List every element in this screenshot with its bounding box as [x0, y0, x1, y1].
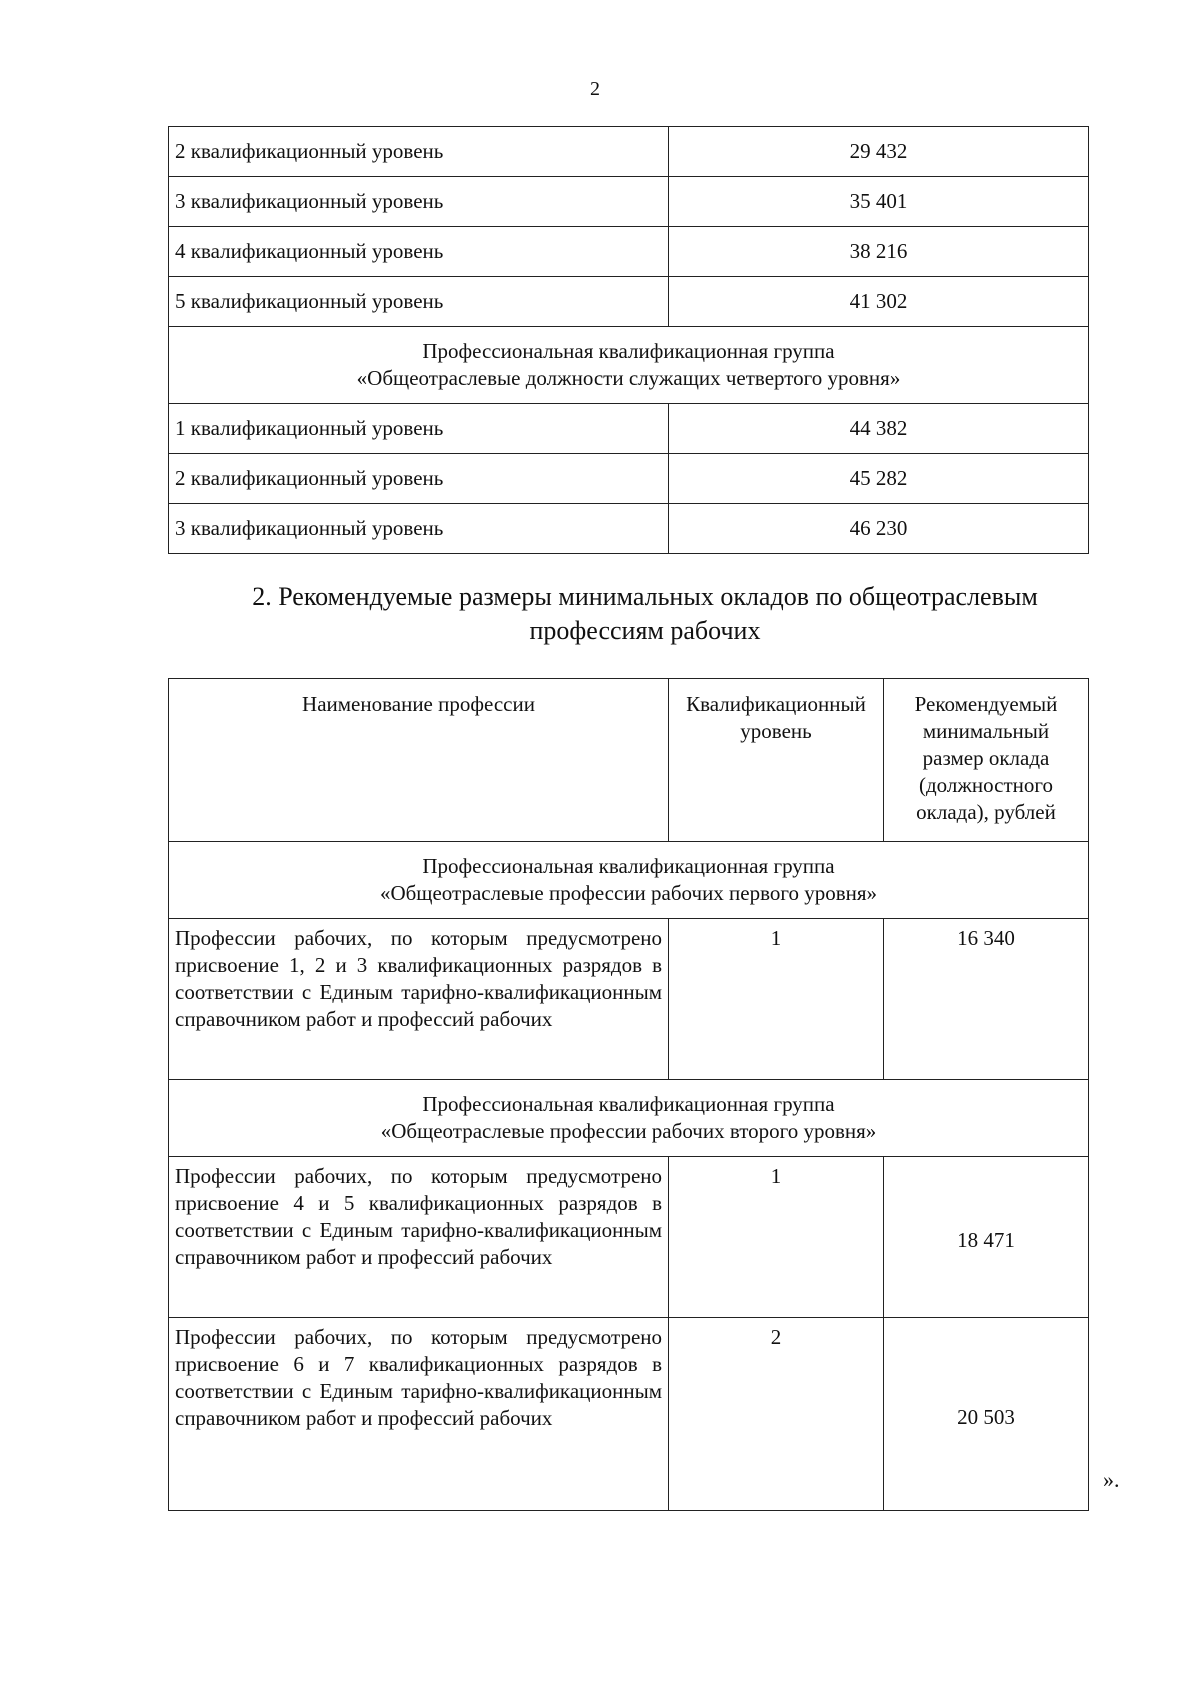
qualification-level: 1: [669, 919, 884, 1080]
column-header-profession: Наименование профессии: [169, 679, 669, 842]
level-label: 5 квалификационный уровень: [169, 277, 669, 327]
group-heading-line1: Профессиональная квалификационная группа: [422, 339, 835, 363]
salary-value: 35 401: [669, 177, 1089, 227]
group-row: [169, 842, 1089, 919]
salary-value: 38 216: [669, 227, 1089, 277]
level-label: 3 квалификационный уровень: [169, 177, 669, 227]
group-heading-line2: «Общеотраслевые профессии рабочих первого уровня»: [379, 881, 878, 905]
table-row: [169, 1318, 1089, 1511]
salary-value: 46 230: [669, 504, 1089, 554]
salary-value: 45 282: [669, 454, 1089, 504]
level-label: 4 квалификационный уровень: [169, 227, 669, 277]
table-row: [169, 277, 1089, 327]
salary-table-employees: [168, 126, 1089, 554]
salary-value: 29 432: [669, 127, 1089, 177]
table-row: [169, 227, 1089, 277]
group-heading-line2: «Общеотраслевые должности служащих четвертого уровня»: [356, 366, 901, 390]
profession-name: Профессии рабочих, по которым предусмотрено присвоение 6 и 7 квалификационных разрядов в соответствии с Единым тарифно-квалификационным справочником работ и профессий рабочих: [169, 1318, 669, 1511]
qualification-level: 2: [669, 1318, 884, 1511]
table-row: [169, 127, 1089, 177]
salary-value: 44 382: [669, 404, 1089, 454]
group-heading-line2: «Общеотраслевые профессии рабочих второго уровня»: [380, 1119, 877, 1143]
level-label: 3 квалификационный уровень: [169, 504, 669, 554]
salary-value: 41 302: [669, 277, 1089, 327]
table-row: [169, 404, 1089, 454]
level-label: 1 квалификационный уровень: [169, 404, 669, 454]
section-title-line1: 2. Рекомендуемые размеры минимальных окладов по общеотраслевым: [252, 582, 1038, 611]
group-row: [169, 1080, 1089, 1157]
table-row: [169, 177, 1089, 227]
group-heading: [169, 327, 1089, 404]
salary-value: 16 340: [884, 919, 1089, 1080]
section-title: [168, 580, 1122, 648]
column-header-salary: Рекомендуемый минимальный размер оклада (должностного оклада), рублей: [884, 679, 1089, 842]
salary-table-workers: [168, 678, 1089, 1511]
level-label: 2 квалификационный уровень: [169, 454, 669, 504]
group-row: [169, 327, 1089, 404]
page-number: 2: [590, 78, 600, 100]
qualification-level: 1: [669, 1157, 884, 1318]
closing-quote: ».: [1103, 1467, 1120, 1492]
table-row: [169, 919, 1089, 1080]
salary-value: 20 503: [884, 1318, 1089, 1511]
section-title-line2: профессиям рабочих: [529, 616, 761, 645]
header-row: [169, 679, 1089, 842]
level-label: 2 квалификационный уровень: [169, 127, 669, 177]
group-heading-line1: Профессиональная квалификационная группа: [422, 854, 835, 878]
table-row: [169, 504, 1089, 554]
profession-name: Профессии рабочих, по которым предусмотрено присвоение 4 и 5 квалификационных разрядов в соответствии с Единым тарифно-квалификационным справочником работ и профессий рабочих: [169, 1157, 669, 1318]
table-row: [169, 454, 1089, 504]
group-heading-line1: Профессиональная квалификационная группа: [422, 1092, 835, 1116]
salary-value: 18 471: [884, 1157, 1089, 1318]
group-heading: [169, 1080, 1089, 1157]
column-header-level: Квалификационный уровень: [669, 679, 884, 842]
profession-name: Профессии рабочих, по которым предусмотрено присвоение 1, 2 и 3 квалификационных разрядов в соответствии с Единым тарифно-квалификационным справочником работ и профессий рабочих: [169, 919, 669, 1080]
table-row: [169, 1157, 1089, 1318]
group-heading: [169, 842, 1089, 919]
